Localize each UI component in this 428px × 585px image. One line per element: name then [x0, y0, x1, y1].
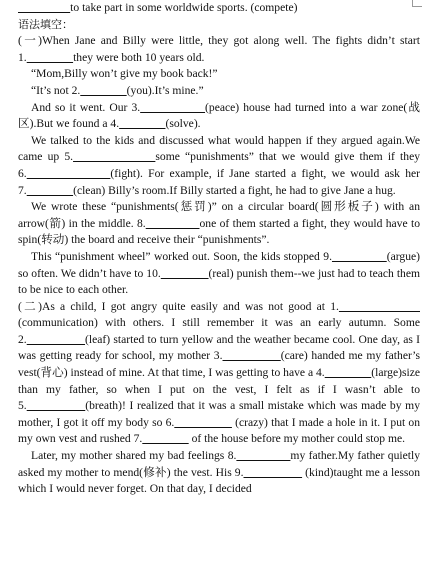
- text-paragraph: (一)When Jane and Billy were little, they got along well. The fights didn’t start 1. they were both 10 years old.: [18, 34, 420, 64]
- text-paragraph: We wrote these “punishments(惩罚)” on a circular board(圆形板子) with an arrow(箭) in the middle. 8. one of them started a fight, they would have to spin(转动) the board and receive their “punishments”.: [18, 200, 421, 247]
- answer-blank: [174, 416, 232, 429]
- answer-blank: [80, 84, 126, 97]
- answer-blank: [27, 167, 111, 180]
- answer-blank: [236, 449, 290, 462]
- text-paragraph: (二)As a child, I got angry quite easily and was not good at 1. (communication) with others. I still remember it was an early autumn. Some 2. (leaf) started to turn yellow and the weather became cool. One day, as I was getting ready for school, my mother 3. (care) handed me my father’s vest(背心) instead of mine. At that time, I was getting to have a 4. (large)size than my father, so when I put on the vest, I felt as if I wasn’t able to 5. (breath)! I realized that it was a small mistake which was made by my mother, I got it off my body so 6. (crazy) that I made a hole in it. I put on my own vest and rushed 7. of the house before my mother could stop me.: [18, 299, 421, 446]
- answer-blank: [332, 250, 387, 263]
- answer-blank: [140, 101, 205, 114]
- answer-blank: [27, 184, 73, 197]
- answer-blank: [27, 51, 73, 64]
- text-paragraph: “Mom,Billy won’t give my book back!”: [31, 67, 218, 81]
- answer-blank: [73, 150, 155, 163]
- answer-blank: [325, 366, 372, 379]
- answer-blank: [223, 349, 281, 362]
- text-paragraph: And so it went. Our 3. (peace) house had turned into a war zone(战区).But we found a 4. (solve).: [18, 100, 420, 131]
- text-paragraph: “It’s not 2. (you).It’s mine.”: [31, 83, 204, 97]
- corner-crop-mark: [412, 0, 422, 7]
- answer-blank: [146, 217, 200, 230]
- text-paragraph: to take part in some worldwide sports. (compete): [18, 0, 420, 17]
- answer-blank: [119, 117, 165, 130]
- answer-blank: [161, 267, 209, 280]
- answer-blank: [18, 1, 70, 14]
- document-body: [18, 0, 420, 498]
- text-paragraph: This “punishment wheel” worked out. Soon, the kids stopped 9. (argue) so often. We didn’t have to 10. (real) punish them--we just had to teach them to be nice to each other.: [18, 249, 421, 297]
- answer-blank: [244, 466, 303, 479]
- answer-blank: [142, 432, 188, 445]
- answer-blank: [27, 399, 86, 412]
- text-paragraph: Later, my mother shared my bad feelings 8. my father.My father quietly asked my mother to mend(修补) the vest. His 9. (kind)taught me a lesson which I would never forget. On that day, I decided: [18, 449, 421, 496]
- section-heading: 语法填空：: [18, 17, 73, 31]
- text-paragraph: We talked to the kids and discussed what would happen if they argued again.We came up 5. some “punishments” that we would give them if they 6. (fight). For example, if Jane started a fight, we would ask her 7. (clean) Billy’s room.If Billy started a fight, he had to give Jane a hug.: [18, 133, 421, 197]
- answer-blank: [27, 333, 85, 346]
- answer-blank: [339, 300, 420, 313]
